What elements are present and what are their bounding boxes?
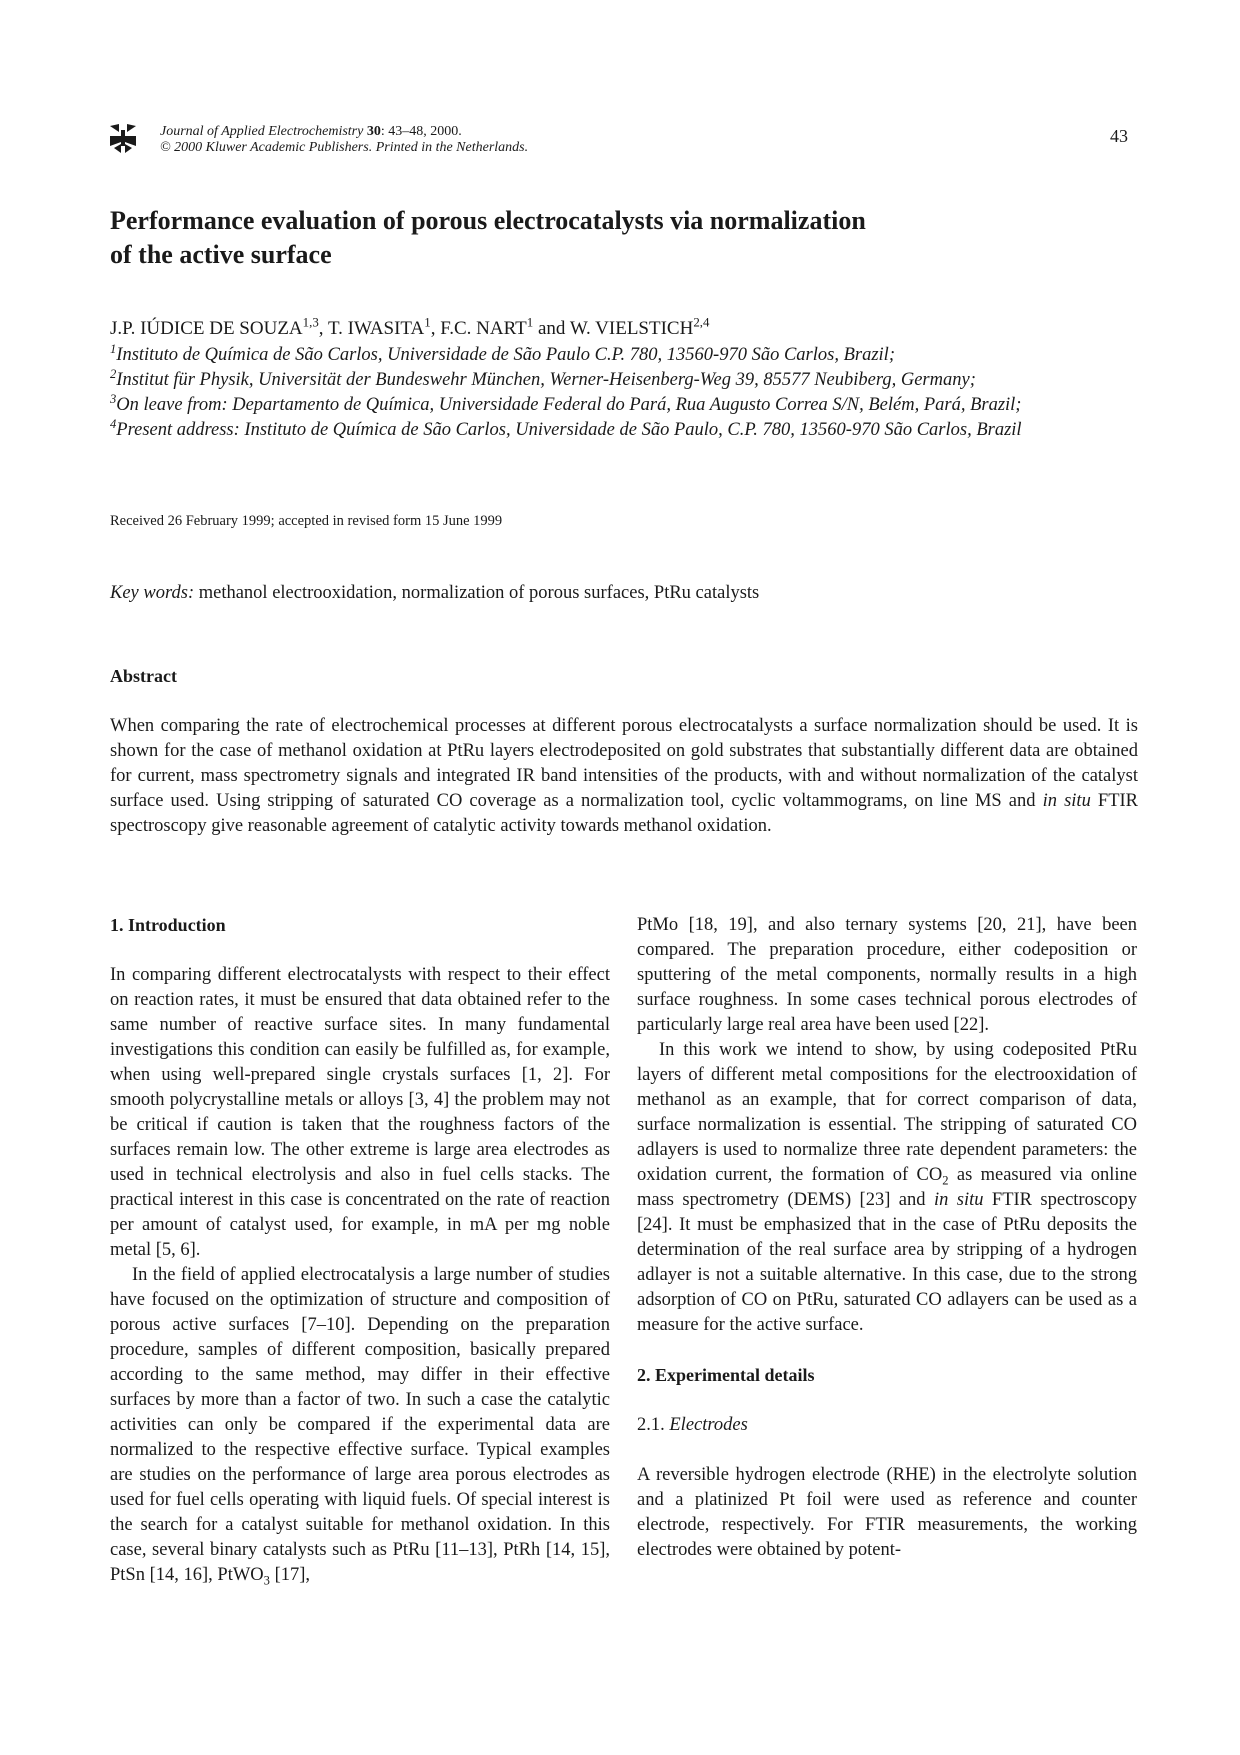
abstract-italic: in situ	[1042, 791, 1091, 811]
page-number: 43	[1110, 126, 1128, 146]
journal-copyright: © 2000 Kluwer Academic Publishers. Printed in the Netherlands.	[160, 140, 529, 155]
subsection-heading-electrodes	[637, 1413, 1137, 1438]
affiliation-item	[110, 393, 1138, 418]
title-line-1: Performance evaluation of porous electrocatalysts via normalization	[110, 206, 866, 235]
affiliation-number: 4	[110, 416, 117, 431]
italic-text: in situ	[933, 1190, 984, 1210]
affiliation-text: Instituto de Química de São Carlos, Universidade de São Paulo C.P. 780, 13560-970 São Carlos, Brazil;	[116, 345, 895, 365]
paragraph-text: FTIR spectroscopy [24]. It must be emphasized that in the case of PtRu deposits the determination of the real surface area by stripping of a hydrogen adlayer is not a suitable alternative. In this case, due to the strong adsorption of CO on PtRu, saturated CO adlayers can be used as a measure for the active surface.	[637, 1190, 1137, 1335]
author-name: J.P. IÚDICE DE SOUZA	[110, 318, 303, 339]
journal-volume: 30	[366, 124, 381, 139]
abstract-text: When comparing the rate of electrochemical processes at different porous electrocatalysts a surface normalization should be used. It is shown for the case of methanol oxidation at PtRu layers electrodeposited on gold substrates that substantially different data are obtained for current, mass spectrometry signals and integrated IR band intensities of the products, with and without normalization of the catalyst surface used. Using stripping of saturated CO coverage as a normalization tool, cyclic voltammograms, on line MS and	[110, 716, 1138, 811]
affiliation-number: 3	[110, 391, 117, 406]
section-heading-experimental: 2. Experimental details	[637, 1365, 815, 1385]
author-affil-sup: 2,4	[693, 314, 710, 330]
paragraph-text: In this work we intend to show, by using codeposited PtRu layers of different metal compositions for the electrooxidation of methanol as an example, that for correct comparison of data, surface normalization is essential. The stripping of saturated CO adlayers is used to normalize three rate dependent parameters: the oxidation current, the formation of CO	[637, 1040, 1137, 1185]
subsection-number: 2.1.	[637, 1415, 670, 1435]
affiliation-text: Present address: Instituto de Química de São Carlos, Universidade de São Paulo, C.P. 780, 13560-970 São Carlos, Brazil	[116, 420, 1022, 440]
experimental-paragraph-1: A reversible hydrogen electrode (RHE) in the electrolyte solution and a platinized Pt foil were used as reference and counter electrode, respectively. For FTIR measurements, the working electrodes were obtained by potent-	[637, 1465, 1137, 1560]
journal-name: Journal of Applied Electrochemistry	[160, 124, 364, 139]
abstract-text: FTIR spectroscopy give reasonable agreement of catalytic activity towards methanol oxidation.	[110, 791, 1139, 836]
received-dates: Received 26 February 1999; accepted in revised form 15 June 1999	[110, 513, 503, 529]
intro-paragraph-3: PtMo [18, 19], and also ternary systems [20, 21], have been compared. The preparation procedure, either codeposition or sputtering of the metal components, normally results in a high surface roughness. In some cases technical porous electrodes of particularly large real area have been used [22].	[637, 915, 1137, 1035]
author-list	[110, 314, 710, 341]
author-affil-sup: 1,3	[302, 314, 319, 330]
journal-pages: : 43–48, 2000.	[380, 124, 462, 139]
intro-paragraph-2	[110, 1263, 610, 1588]
author-separator: ,	[430, 318, 441, 339]
author-affil-sup: 1	[526, 314, 534, 330]
affiliation-number: 2	[110, 366, 117, 381]
author-separator: and	[533, 318, 570, 339]
author-name: F.C. NART	[440, 318, 527, 339]
author-affil-sup: 1	[424, 314, 431, 330]
affiliation-item	[110, 343, 1138, 368]
publisher-logo-icon	[108, 122, 138, 154]
journal-citation	[160, 124, 528, 156]
paragraph-text: [17],	[269, 1565, 311, 1585]
affiliation-number: 1	[110, 341, 117, 356]
left-column	[110, 913, 610, 1588]
author-name: T. IWASITA	[327, 318, 425, 339]
intro-paragraph-4	[637, 1038, 1137, 1338]
affiliation-text: On leave from: Departamento de Química, Universidade Federal do Pará, Rua Augusto Correa S/N, Belém, Pará, Brazil;	[116, 395, 1022, 415]
keywords-label: Key words:	[110, 583, 195, 603]
author-separator: ,	[318, 318, 328, 339]
title-line-2: of the active surface	[110, 240, 332, 269]
affiliation-item	[110, 418, 1138, 443]
affiliation-text: Institut für Physik, Universität der Bundeswehr München, Werner-Heisenberg-Weg 39, 85577 Neubiberg, Germany;	[116, 370, 976, 390]
abstract-heading: Abstract	[110, 666, 177, 686]
subscript: 2	[942, 1173, 949, 1188]
affiliations	[110, 343, 1138, 443]
intro-paragraph-1: In comparing different electrocatalysts with respect to their effect on reaction rates, it must be ensured that data obtained refer to the same number of reactive surface sites. In many fundamental investigations this condition can easily be fulfilled as, for example, when using well-prepared single crystals surfaces [1, 2]. For smooth polycrystalline metals or alloys [3, 4] the problem may not be critical if caution is taken that the roughness factors of the surfaces remain low. The other extreme is large area electrodes as used in technical electrolysis and also in fuel cells stacks. The practical interest in this case is concentrated on the rate of reaction per amount of catalyst used, for example, in mA per mg noble metal [5, 6].	[110, 965, 610, 1260]
subsection-title: Electrodes	[669, 1415, 748, 1435]
right-column	[637, 913, 1137, 1563]
section-heading-introduction: 1. Introduction	[110, 915, 226, 935]
paragraph-text: as measured via online mass spectrometry (DEMS) [23] and	[637, 1165, 1138, 1210]
abstract-body	[110, 714, 1138, 839]
keywords	[110, 583, 759, 604]
affiliation-item	[110, 368, 1138, 393]
paper-title	[110, 204, 1130, 272]
author-name: W. VIELSTICH	[569, 318, 694, 339]
keywords-text: methanol electrooxidation, normalization of porous surfaces, PtRu catalysts	[194, 583, 760, 603]
paragraph-text: In the field of applied electrocatalysis a large number of studies have focused on the optimization of structure and composition of porous active surfaces [7–10]. Depending on the preparation procedure, samples of different composition, basically prepared according to the same method, may differ in their effective surfaces by more than a factor of two. In such a case the catalytic activities can only be compared if the experimental data are normalized to the respective effective surface. Typical examples are studies on the performance of large area porous electrodes as used for fuel cells operating with liquid fuels. Of special interest is the search for a catalyst suitable for methanol oxidation. In this case, several binary catalysts such as PtRu [11–13], PtRh [14, 15], PtSn [14, 16], PtWO	[110, 1265, 610, 1585]
journal-line	[160, 124, 528, 140]
subscript: 3	[263, 1573, 270, 1588]
